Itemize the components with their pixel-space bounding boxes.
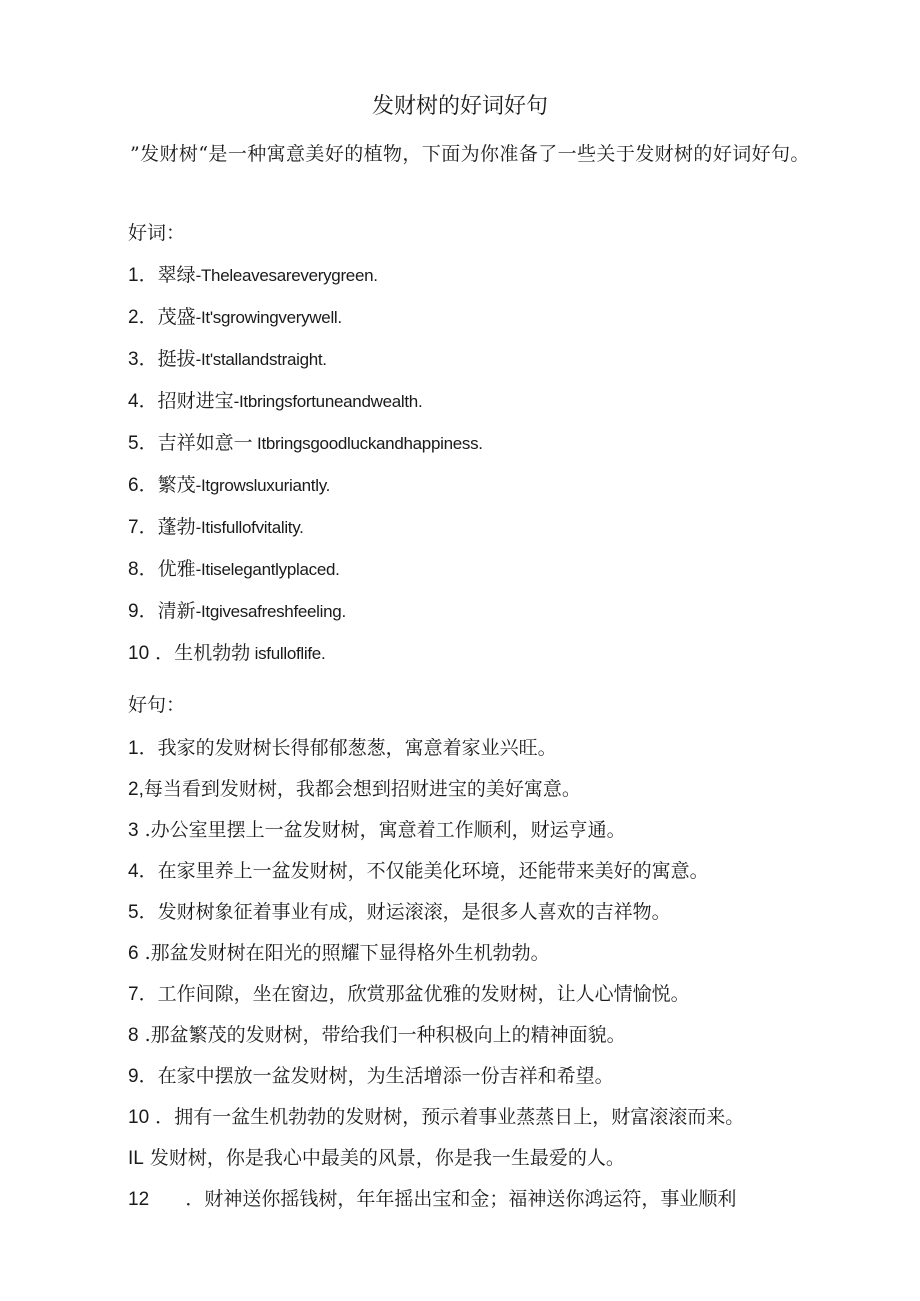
sentence-number: 9 [128,1066,139,1087]
sentence-separator: ． [138,901,158,923]
word-separator: ． [138,390,158,412]
word-separator: ． [149,642,175,664]
word-chinese: 吉祥如意一 [157,432,253,454]
sentence-separator: ． [138,1065,158,1087]
sentence-separator: ． [138,983,158,1005]
word-item [128,344,327,375]
sentence-item [128,733,557,764]
sentence-text: 那盆繁茂的发财树，带给我们一种积极向上的精神面貌。 [150,1024,626,1046]
sentence-text: 每当看到发财树，我都会想到招财进宝的美好寓意。 [143,778,581,800]
sentence-separator: . [138,1024,151,1046]
word-number: 8 [128,559,139,580]
sentence-number: 2, [128,779,144,800]
word-english: Itbringsgoodluckandhappiness. [252,434,483,453]
word-number: 9 [128,601,139,622]
sentence-item [128,1102,744,1133]
word-chinese: 繁茂 [157,474,196,496]
word-separator: ． [138,474,158,496]
word-english: -Itgrowsluxuriantly. [195,476,331,495]
sentence-number: 4 [128,861,139,882]
word-item [128,470,330,501]
sentence-text: 工作间隙，坐在窗边，欣赏那盆优雅的发财树，让人心情愉悦。 [157,983,690,1005]
sentence-text: 在家中摆放一盆发财树，为生活增添一份吉祥和希望。 [157,1065,614,1087]
sentence-item [128,815,626,846]
sentence-separator: ． [138,737,158,759]
sentence-separator: ． [138,860,158,882]
sentence-separator: . [138,819,151,841]
word-english: isfulloflife. [250,644,326,663]
word-number: 6 [128,475,139,496]
sentence-separator: ． [149,1188,205,1210]
sentence-separator: . [138,942,151,964]
sentence-item [128,979,690,1010]
intro-paragraph: ”发财树“是一种寓意美好的植物，下面为你准备了一些关于发财树的好词好句。 [130,143,810,165]
sentence-item [128,1143,625,1174]
word-separator: ． [138,558,158,580]
word-item [128,386,422,417]
word-number: 1 [128,265,139,286]
sentence-item [128,856,709,887]
sentence-number: 3 [128,820,139,841]
sentence-number: 6 [128,943,139,964]
sentence-item [128,774,581,805]
sentence-item [128,1061,614,1092]
word-chinese: 翠绿 [157,264,196,286]
word-item [128,302,342,333]
word-separator: ． [138,516,158,538]
sentence-item [128,1184,736,1215]
word-english: -It'sgrowingverywell. [195,308,342,327]
sentence-text: 那盆发财树在阳光的照耀下显得格外生机勃勃。 [150,942,550,964]
document-title: 发财树的好词好句 [371,94,548,119]
sentence-separator: ． [149,1106,175,1128]
sentence-text: 拥有一盆生机勃勃的发财树，预示着事业蒸蒸日上，财富滚滚而来。 [174,1106,745,1128]
word-separator: ． [138,264,158,286]
word-english: -Itbringsfortuneandwealth. [233,392,423,411]
word-chinese: 生机勃勃 [174,642,251,664]
sentence-text: 办公室里摆上一盆发财树，寓意着工作顺利，财运亨通。 [150,819,626,841]
sentence-item [128,1020,626,1051]
sentence-number: 12 [128,1189,150,1210]
word-item [128,428,483,459]
word-item [128,260,378,291]
word-english: -Itiselegantlyplaced. [195,560,340,579]
word-number: 3 [128,349,139,370]
word-number: 2 [128,307,139,328]
word-item [128,596,346,627]
word-number: 7 [128,517,139,538]
sentence-number: 1 [128,738,139,759]
words-section-label: 好词： [128,222,186,244]
sentence-text: 发财树，你是我心中最美的风景，你是我一生最爱的人。 [149,1147,625,1169]
sentence-number: 7 [128,984,139,1005]
word-separator: ． [138,306,158,328]
word-number: 5 [128,433,139,454]
sentence-number: IL [128,1148,144,1169]
sentence-text: 发财树象征着事业有成，财运滚滚，是很多人喜欢的吉祥物。 [157,901,671,923]
word-chinese: 优雅 [157,558,196,580]
word-item [128,638,325,669]
sentence-number: 8 [128,1025,139,1046]
word-english: -Itisfullofvitality. [195,518,304,537]
sentence-item [128,897,671,928]
sentence-number: 5 [128,902,139,923]
word-chinese: 清新 [157,600,196,622]
word-chinese: 茂盛 [157,306,196,328]
word-separator: ． [138,600,158,622]
sentence-text: 在家里养上一盆发财树，不仅能美化环境，还能带来美好的寓意。 [157,860,709,882]
word-chinese: 蓬勃 [157,516,196,538]
word-item [128,512,304,543]
word-separator: ． [138,432,158,454]
sentence-number: 10 [128,1107,150,1128]
word-english: -Theleavesareverygreen. [195,266,378,285]
sentence-item [128,938,550,969]
word-chinese: 挺拔 [157,348,196,370]
sentence-text: 财神送你摇钱树，年年摇出宝和金；福神送你鸿运符，事业顺利 [204,1188,737,1210]
word-chinese: 招财进宝 [157,390,234,412]
word-number: 4 [128,391,139,412]
word-english: -It'stallandstraight. [195,350,327,369]
word-number: 10 [128,643,150,664]
word-item [128,554,340,585]
word-english: -Itgivesafreshfeeling. [195,602,346,621]
word-separator: ． [138,348,158,370]
sentence-text: 我家的发财树长得郁郁葱葱，寓意着家业兴旺。 [157,737,557,759]
sentences-section-label: 好句： [128,694,186,716]
